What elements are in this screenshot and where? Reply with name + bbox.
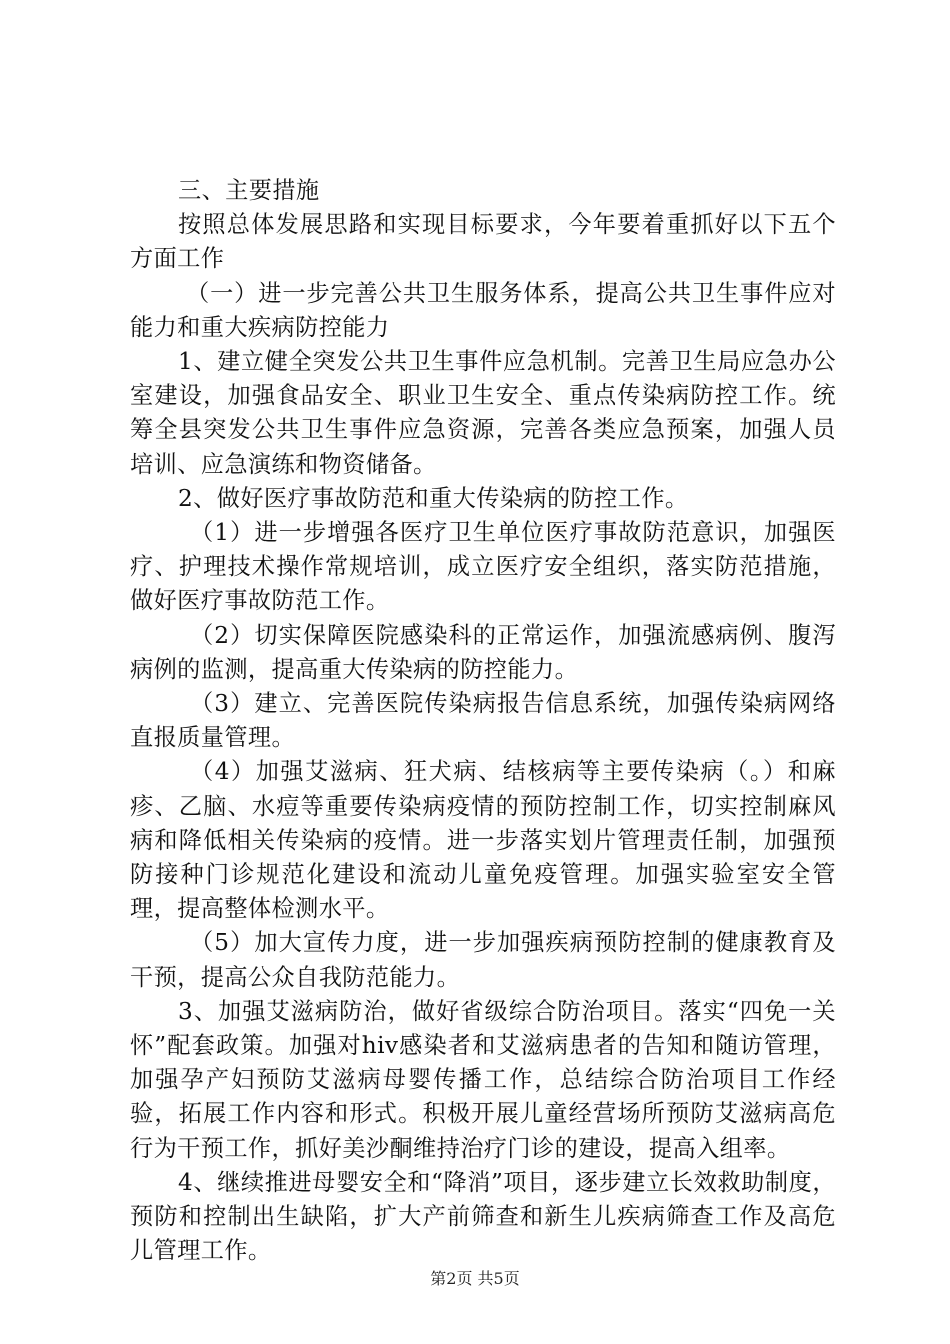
page-number-footer: 第2页 共5页 (430, 1269, 520, 1288)
item-2-5-paragraph: （5）加大宣传力度，进一步加强疾病预防控制的健康教育及干预，提高公众自我防范能力。 (130, 929, 836, 991)
item-2-3-paragraph: （3）建立、完善医院传染病报告信息系统，加强传染病网络直报质量管理。 (130, 690, 836, 752)
item-2-4-paragraph: （4）加强艾滋病、狂犬病、结核病等主要传染病（。）和麻疹、乙脑、水痘等重要传染病疫情的预防控制工作，切实控制麻风病和降低相关传染病的疫情。进一步落实划片管理责任制，加强预防接种门诊规范化建设和流动儿童免疫管理。加强实验室安全管理，提高整体检测水平。 (130, 758, 836, 923)
item-2-2-paragraph: （2）切实保障医院感染科的正常运作，加强流感病例、腹泻病例的监测，提高重大传染病的防控能力。 (130, 621, 836, 683)
section-heading: 三、主要措施 (178, 177, 320, 204)
item-3-paragraph: 3、加强艾滋病防治，做好省级综合防治项目。落实“四免一关怀”配套政策。加强对hiv感染者和艾滋病患者的告知和随访管理，加强孕产妇预防艾滋病母婴传播工作，总结综合防治项目工作经验，拓展工作内容和形式。积极开展儿童经营场所预防艾滋病高危行为干预工作，抓好美沙酮维持治疗门诊的建设，提高入组率。 (130, 997, 836, 1162)
section-1-title: （一）进一步完善公共卫生服务体系，提高公共卫生事件应对能力和重大疾病防控能力 (130, 279, 836, 341)
intro-paragraph: 按照总体发展思路和实现目标要求，今年要着重抓好以下五个方面工作 (130, 211, 836, 273)
item-2-1-paragraph: （1）进一步增强各医疗卫生单位医疗事故防范意识，加强医疗、护理技术操作常规培训，成立医疗安全组织，落实防范措施，做好医疗事故防范工作。 (130, 519, 836, 615)
item-1-paragraph: 1、建立健全突发公共卫生事件应急机制。完善卫生局应急办公室建设，加强食品安全、职业卫生安全、重点传染病防控工作。统筹全县突发公共卫生事件应急资源，完善各类应急预案，加强人员培训、应急演练和物资储备。 (130, 348, 836, 478)
item-2-paragraph: 2、做好医疗事故防范和重大传染病的防控工作。 (178, 484, 689, 512)
document-body (130, 174, 836, 1269)
item-4-paragraph: 4、继续推进母婴安全和“降消”项目，逐步建立长效救助制度，预防和控制出生缺陷，扩大产前筛查和新生儿疾病筛查工作及高危儿管理工作。 (130, 1168, 836, 1265)
